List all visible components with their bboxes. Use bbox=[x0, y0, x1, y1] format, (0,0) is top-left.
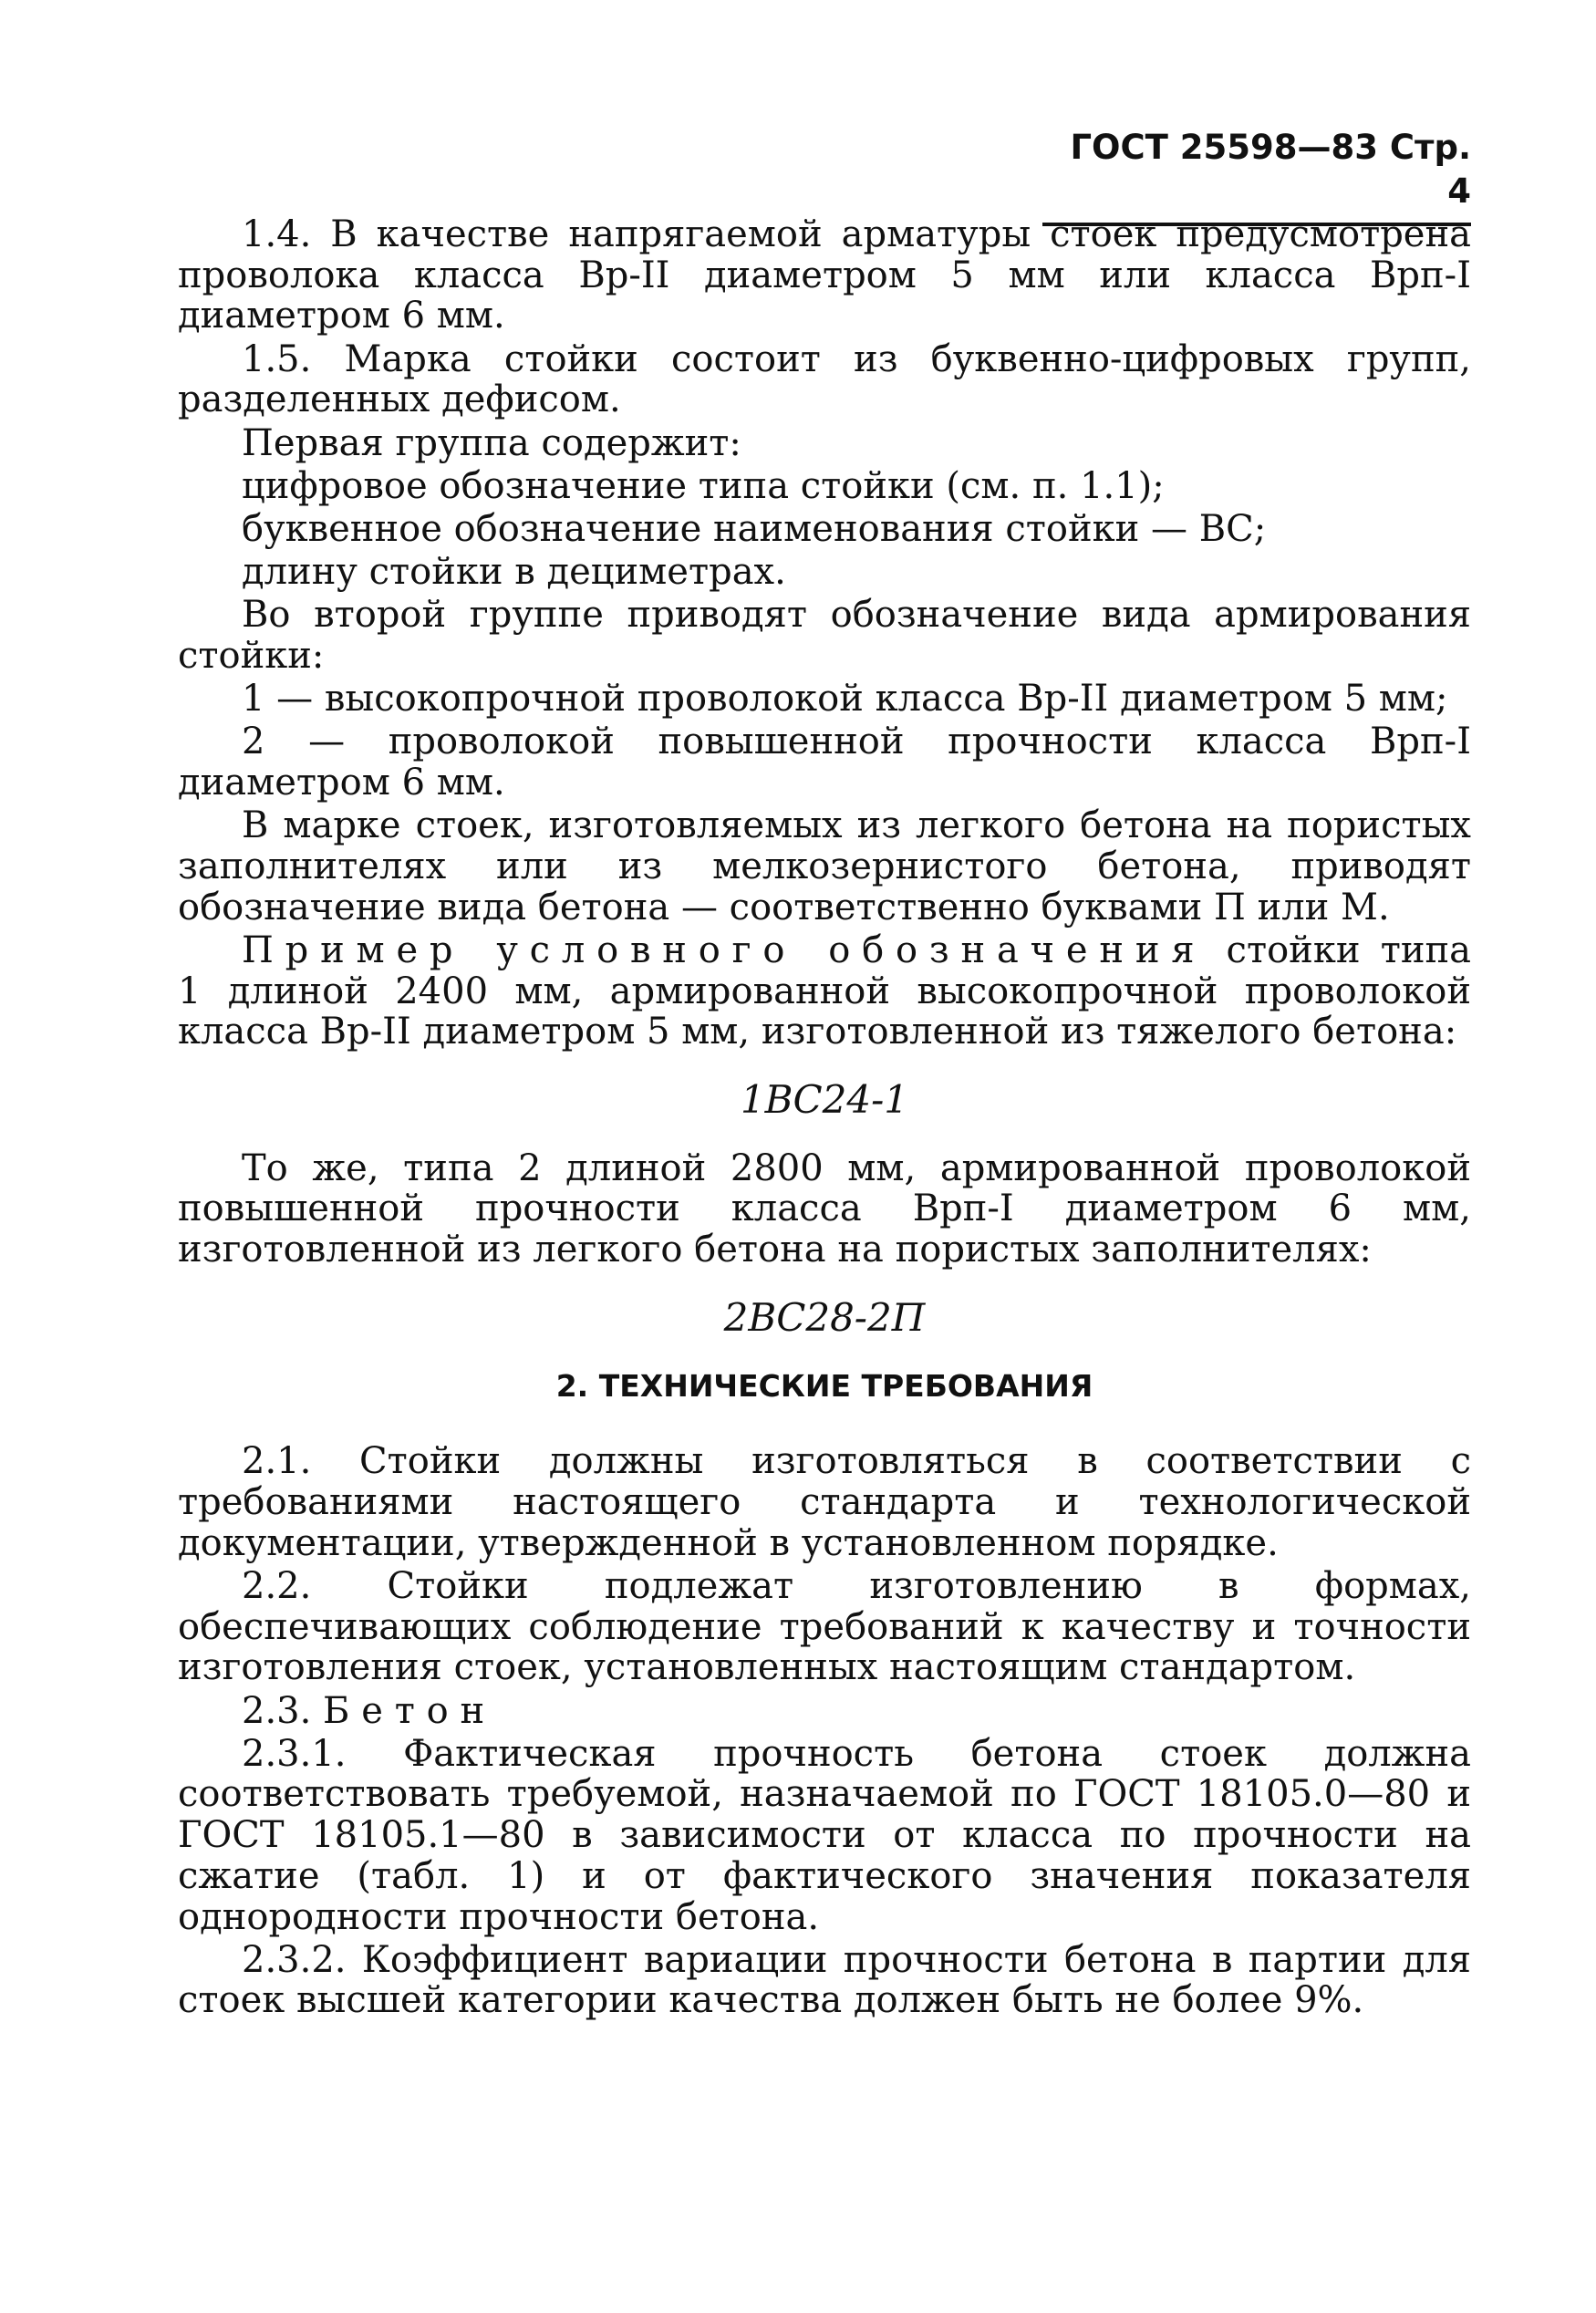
paragraph-example bbox=[178, 930, 1471, 1053]
paragraph-2-2: 2.2. Стойки подлежат изготовлению в формах, обеспечивающих соблюдение требований к качеству и точности изготовления стоек, установленных настоящим стандартом. bbox=[178, 1564, 1471, 1689]
list-item-reinforcement-1: 1 — высокопрочной проволокой класса Вр-II диаметром 5 мм; bbox=[242, 678, 1448, 721]
section-heading: 2. ТЕХНИЧЕСКИЕ ТРЕБОВАНИЯ bbox=[555, 1367, 1093, 1404]
subsection-number: 2.3. bbox=[242, 1689, 324, 1732]
paragraph-example-2: То же, типа 2 длиной 2800 мм, армированной проволокой повышенной прочности класса Врп-I диаметром 6 мм, изготовленной из легкого бетона на пористых заполнителях: bbox=[178, 1146, 1471, 1271]
designation-example-2: 2ВС28-2П bbox=[723, 1294, 926, 1340]
list-item-reinforcement-2: 2 — проволокой повышенной прочности класса Врп-I диаметром 6 мм. bbox=[178, 721, 1471, 804]
paragraph-second-group: Во второй группе приводят обозначение вида армирования стойки: bbox=[178, 594, 1471, 678]
example-text: стойки типа 1 длиной 2400 мм, армированной высокопрочной проволокой класса Вр-II диаметром 5 мм, изготовленной из тяжелого бетона: bbox=[178, 928, 1471, 1053]
paragraph-2-3 bbox=[178, 1691, 1471, 1732]
list-item-length: длину стойки в дециметрах. bbox=[242, 551, 786, 594]
paragraph-1-4: 1.4. В качестве напрягаемой арматуры стоек предусмотрена проволока класса Вр-II диаметром 5 мм или класса Врп-I диаметром 6 мм. bbox=[178, 213, 1471, 337]
document-body bbox=[178, 214, 1471, 2024]
paragraph-2-3-2: 2.3.2. Коэффициент вариации прочности бетона в партии для стоек высшей категории качества должен быть не более 9%. bbox=[178, 1938, 1471, 2022]
list-item-digital-designation: цифровое обозначение типа стойки (см. п. 1.1); bbox=[242, 464, 1165, 507]
list-item-letter-designation: буквенное обозначение наименования стойки — ВС; bbox=[242, 507, 1267, 550]
paragraph-2-1: 2.1. Стойки должны изготовляться в соответствии с требованиями настоящего стандарта и технологической документации, утвержденной в установленном порядке. bbox=[178, 1440, 1471, 1564]
paragraph-first-group: Первая группа содержит: bbox=[242, 421, 741, 464]
standard-code: ГОСТ 25598—83 bbox=[1070, 128, 1378, 167]
subsection-title: Бетон bbox=[323, 1689, 496, 1732]
designation-example-1: 1ВС24-1 bbox=[740, 1077, 909, 1123]
page-number: Стр. 4 bbox=[1389, 128, 1471, 211]
paragraph-2-3-1: 2.3.1. Фактическая прочность бетона стоек должна соответствовать требуемой, назначаемой по ГОСТ 18105.0—80 и ГОСТ 18105.1—80 в зависимости от класса по прочности на сжатие (табл. 1) и от фактического значения показателя однородности прочности бетона. bbox=[178, 1732, 1471, 1938]
paragraph-1-5: 1.5. Марка стойки состоит из буквенно-цифровых групп, разделенных дефисом. bbox=[178, 337, 1471, 421]
page-header bbox=[1042, 126, 1471, 226]
example-label: Пример условного обозначения bbox=[242, 928, 1207, 971]
paragraph-concrete-type: В марке стоек, изготовляемых из легкого бетона на пористых заполнителях или из мелкозернистого бетона, приводят обозначение вида бетона — соответственно буквами П или М. bbox=[178, 804, 1471, 928]
